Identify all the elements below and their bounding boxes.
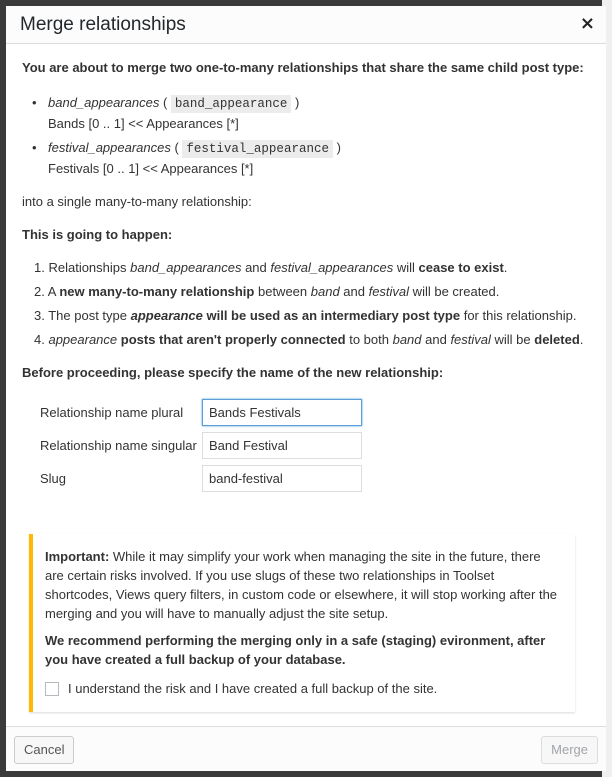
relationship-cardinality: Bands [0 .. 1] << Appearances [*] <box>48 116 239 131</box>
important-text: Important: While it may simplify your work when managing the site in the future, there are certain risks involved. If you use slugs of these two relationships in Toolset shortcodes, Views query filters, in custom code or elsewhere, it will stop working after the merging and you will have to manually adjust the site setup. <box>45 549 558 621</box>
step-item: 4. appearance posts that aren't properly connected to both band and festival will be deleted. <box>34 332 584 347</box>
relationship-slug: band_appearance <box>171 95 292 113</box>
relationship-name: festival_appearances <box>48 140 171 155</box>
dialog-footer <box>6 726 606 771</box>
list-item: • festival_appearances ( festival_appearance ) Festivals [0 .. 1] << Appearances [*] <box>32 138 588 178</box>
step-item: 2. A new many-to-many relationship between band and festival will be created. <box>34 284 500 299</box>
step-item: 1. Relationships band_appearances and festival_appearances will cease to exist. <box>34 260 508 275</box>
risk-checkbox[interactable] <box>45 682 59 696</box>
relationship-name-form <box>40 396 588 495</box>
cancel-button[interactable]: Cancel <box>14 736 74 764</box>
warning-notice <box>29 534 575 712</box>
into-text: into a single many-to-many relationship: <box>22 194 252 209</box>
happen-title: This is going to happen: <box>22 227 173 242</box>
slug-label: Slug <box>40 471 67 486</box>
steps-list <box>22 258 588 349</box>
merge-relationships-dialog <box>6 6 606 771</box>
plural-label: Relationship name plural <box>40 405 184 420</box>
relationship-cardinality: Festivals [0 .. 1] << Appearances [*] <box>48 161 254 176</box>
relationship-plural-input[interactable] <box>202 399 362 426</box>
dialog-titlebar <box>6 6 606 44</box>
intro-text: You are about to merge two one-to-many relationships that share the same child post type: <box>22 60 584 75</box>
relationship-slug: festival_appearance <box>182 140 333 158</box>
risk-checkbox-label[interactable]: I understand the risk and I have created a full backup of the site. <box>68 681 438 696</box>
step-item: 3. The post type appearance will be used as an intermediary post type for this relationship. <box>34 308 577 323</box>
relationship-list <box>22 93 588 178</box>
list-item: • band_appearances ( band_appearance ) Bands [0 .. 1] << Appearances [*] <box>32 93 588 133</box>
slug-input[interactable] <box>202 465 362 492</box>
relationship-name: band_appearances <box>48 95 160 110</box>
recommend-text: We recommend performing the merging only in a safe (staging) evironment, after you have created a full backup of your database. <box>45 633 546 667</box>
risk-confirmation <box>45 679 561 698</box>
dialog-body <box>22 58 588 495</box>
dialog-title: Merge relationships <box>20 14 186 35</box>
before-text: Before proceeding, please specify the name of the new relationship: <box>22 365 444 380</box>
merge-button[interactable]: Merge <box>541 736 598 764</box>
close-icon[interactable]: × <box>579 13 595 34</box>
relationship-singular-input[interactable] <box>202 432 362 459</box>
singular-label: Relationship name singular <box>40 438 197 453</box>
